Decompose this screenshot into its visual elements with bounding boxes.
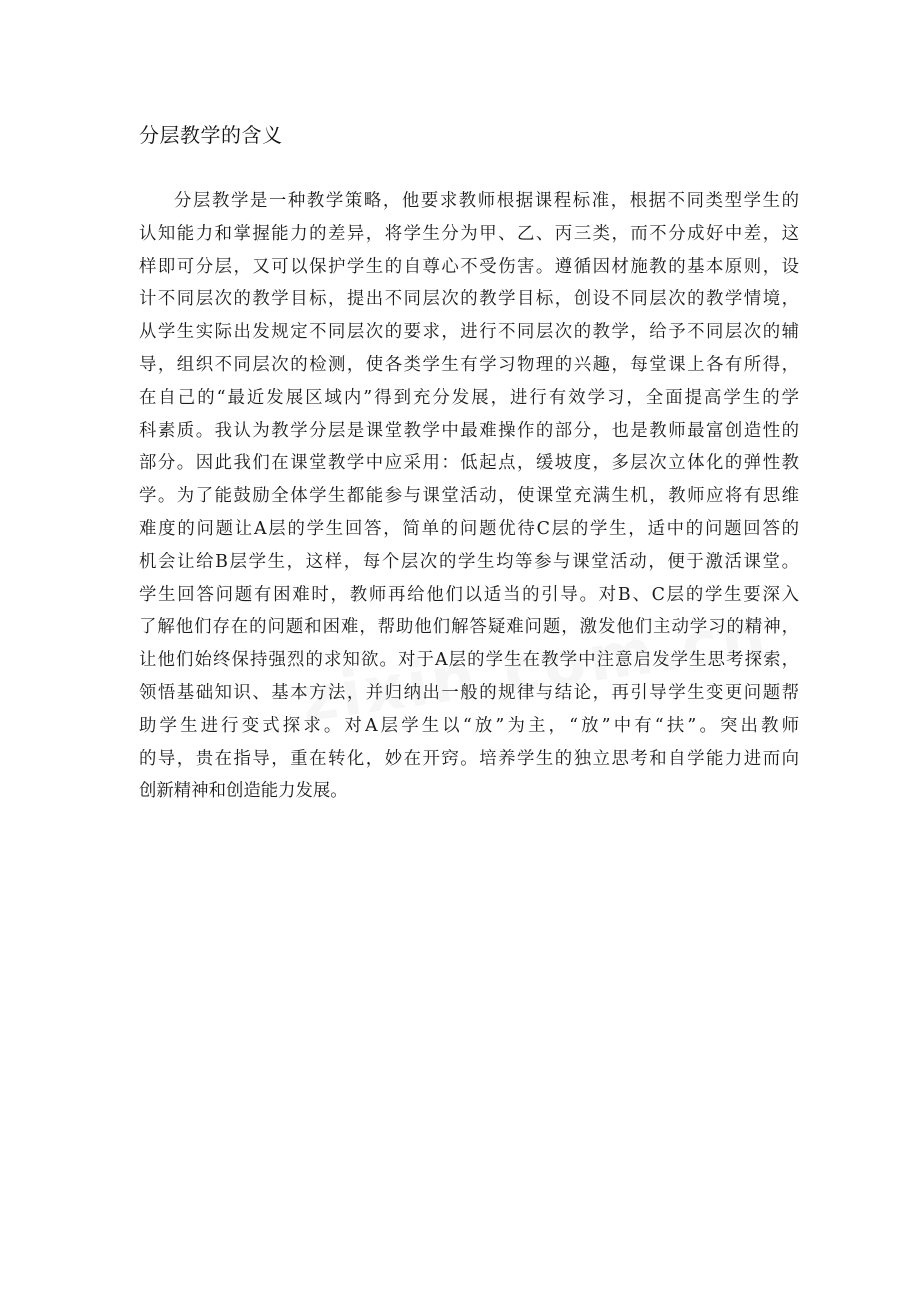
paragraph-line: 分层教学是一种教学策略，他要求教师根据课程标准，根据不同类型学生的 [174, 191, 799, 211]
paragraph-line: 机会让给B层学生，这样，每个层次的学生均等参与课堂活动，便于激活课堂。 [139, 551, 799, 572]
page-title: 分层教学的含义 [139, 123, 283, 147]
paragraph-line: 计不同层次的教学目标，提出不同层次的教学目标，创设不同层次的教学情境， [139, 289, 799, 310]
body-paragraph [139, 185, 799, 808]
paragraph-line: 样即可分层，又可以保护学生的自尊心不受伤害。遵循因材施教的基本原则，设 [139, 256, 799, 277]
paragraph-line: 领悟基础知识、基本方法，并归纳出一般的规律与结论，再引导学生变更问题帮 [139, 682, 799, 703]
paragraph-line: 创新精神和创造能力发展。 [139, 781, 348, 802]
paragraph-line: 在自己的“最近发展区域内”得到充分发展，进行有效学习，全面提高学生的学 [139, 387, 799, 408]
paragraph-line: 让他们始终保持强烈的求知欲。对于A层的学生在教学中注意启发学生思考探索， [139, 650, 799, 671]
paragraph-line: 部分。因此我们在课堂教学中应采用：低起点，缓坡度，多层次立体化的弹性教 [139, 453, 799, 474]
paragraph-line: 学生回答问题有困难时，教师再给他们以适当的引导。对B、C层的学生要深入 [139, 584, 799, 605]
paragraph-line: 科素质。我认为教学分层是课堂教学中最难操作的部分，也是教师最富创造性的 [139, 420, 799, 441]
paragraph-line: 导，组织不同层次的检测，使各类学生有学习物理的兴趣，每堂课上各有所得， [139, 354, 799, 375]
paragraph-line: 了解他们存在的问题和困难，帮助他们解答疑难问题，激发他们主动学习的精神， [139, 617, 799, 638]
paragraph-line: 难度的问题让A层的学生回答，简单的问题优待C层的学生，适中的问题回答的 [139, 518, 799, 539]
paragraph-line: 从学生实际出发规定不同层次的要求，进行不同层次的教学，给予不同层次的辅 [139, 322, 799, 343]
paragraph-line: 助学生进行变式探求。对A层学生以“放”为主，“放”中有“扶”。突出教师 [139, 715, 799, 736]
paragraph-line: 认知能力和掌握能力的差异，将学生分为甲、乙、丙三类，而不分成好中差，这 [139, 223, 799, 244]
paragraph-line: 的导，贵在指导，重在转化，妙在开窍。培养学生的独立思考和自学能力进而向 [139, 748, 799, 769]
paragraph-line: 学。为了能鼓励全体学生都能参与课堂活动，使课堂充满生机，教师应将有思维 [139, 486, 799, 507]
